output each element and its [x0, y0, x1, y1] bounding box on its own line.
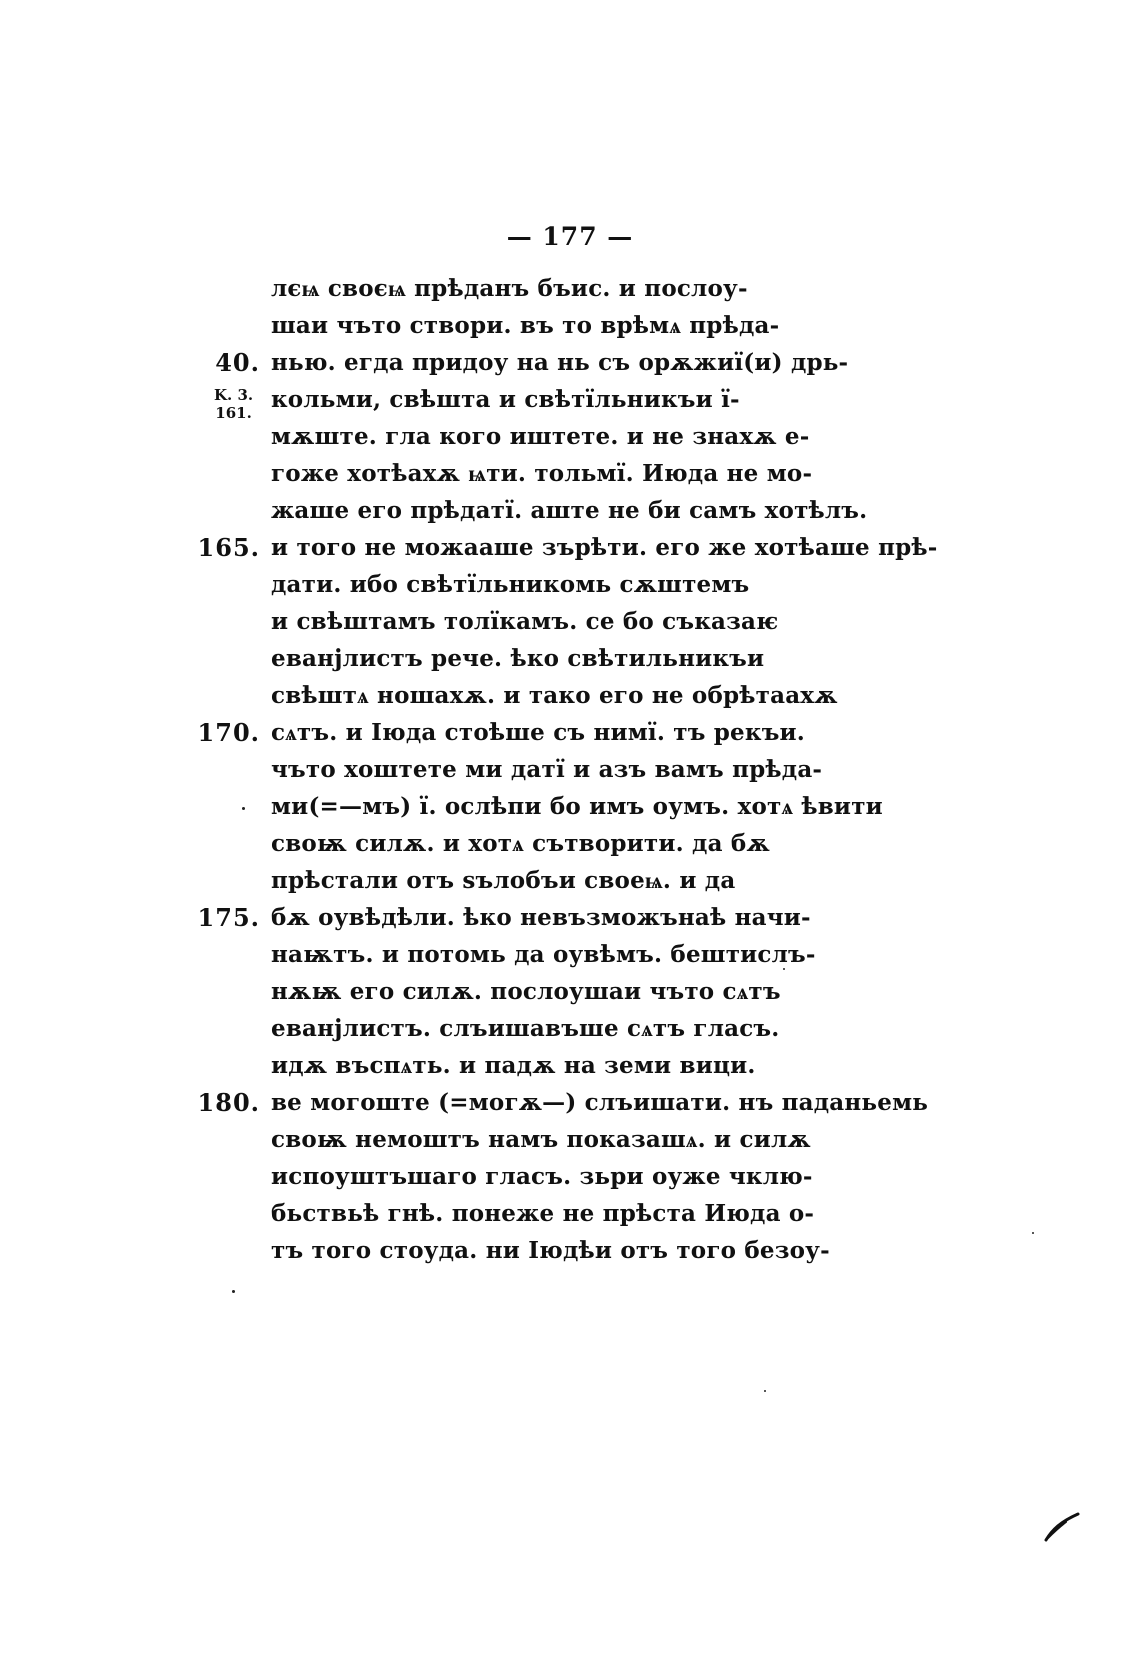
- text-line: [0, 492, 1140, 529]
- text-line: [0, 381, 1140, 418]
- line-text: бьствьѣ гнѣ. понеже не прѣста Июда о-: [271, 1200, 815, 1227]
- line-text: идѫ въспѧть. и падѫ на земи вици.: [271, 1052, 756, 1079]
- text-line: [0, 1121, 1140, 1158]
- line-text: тъ того стоуда. ни Іюдѣи отъ того безоу-: [271, 1237, 830, 1264]
- line-text: сѧтъ. и Іюда стоѣше съ нимї. тъ рекъи.: [271, 719, 806, 746]
- line-text: ми(=—мъ) ї. ослѣпи бо имъ оумъ. хотѧ ѣвити: [271, 793, 883, 820]
- line-number: 165.: [197, 533, 260, 562]
- text-line: [0, 455, 1140, 492]
- line-number: 170.: [197, 718, 260, 747]
- line-text: наѭтъ. и потомь да оувѣмъ. бештислъ-: [271, 941, 816, 968]
- ink-speck: [242, 807, 245, 810]
- text-line: [0, 751, 1140, 788]
- margin-note-line-1: K. 3.: [214, 386, 254, 404]
- ink-speck: [232, 1290, 235, 1293]
- line-text: кольми, свѣшта и свѣтїльникъи ї-: [271, 386, 740, 413]
- text-line: [0, 677, 1140, 714]
- line-text: чъто хоштете ми датї и азъ вамъ прѣда-: [271, 756, 823, 783]
- text-line: [0, 1010, 1140, 1047]
- ink-speck: [783, 968, 785, 970]
- line-number: 180.: [197, 1088, 260, 1117]
- text-line: [0, 270, 1140, 307]
- line-text: свѣштѧ ношахѫ. и тако его не обрѣтаахѫ: [271, 682, 838, 709]
- line-text: прѣстали отъ ѕълобъи своеѩ. и да: [271, 867, 736, 894]
- text-line: [0, 899, 1140, 936]
- margin-note-line-2: 161.: [215, 404, 252, 422]
- text-line: [0, 1232, 1140, 1269]
- line-text: бѫ оувѣдѣли. ѣко невъзможънаѣ начи-: [271, 904, 811, 931]
- text-line: [0, 862, 1140, 899]
- line-text: и того не можааше зърѣти. его же хотѣаше прѣ-: [271, 534, 938, 561]
- text-line: [0, 714, 1140, 751]
- line-text: жаше его прѣдатї. аште не би самъ хотѣлъ.: [271, 497, 868, 524]
- pen-stroke-mark: [1044, 1508, 1080, 1542]
- text-line: [0, 529, 1140, 566]
- line-text: мѫште. гла кого иштете. и не знахѫ е-: [271, 423, 810, 450]
- text-line: [0, 1195, 1140, 1232]
- text-line: [0, 418, 1140, 455]
- page-number: — 177 —: [506, 222, 634, 251]
- text-line: [0, 307, 1140, 344]
- ink-speck: [764, 1390, 766, 1392]
- text-block: [0, 270, 1140, 1269]
- text-line: [0, 788, 1140, 825]
- text-line: [0, 1084, 1140, 1121]
- line-text: шаи чъто створи. въ то врѣмѧ прѣда-: [271, 312, 780, 339]
- line-text: нью. егда придоу на нь съ орѫжиї(и) дрь-: [271, 349, 849, 376]
- line-text: и свѣштамъ толїкамъ. се бо съказаѥ: [271, 608, 779, 635]
- line-number: 175.: [197, 903, 260, 932]
- text-line: [0, 825, 1140, 862]
- line-text: лєѩ своєѩ прѣданъ бъис. и послоу-: [271, 275, 748, 302]
- line-text: своѭ немоштъ намъ показашѧ. и силѫ: [271, 1126, 811, 1153]
- line-text: испоуштъшаго гласъ. зьри оуже чклю-: [271, 1163, 813, 1190]
- text-line: [0, 566, 1140, 603]
- text-line: [0, 344, 1140, 381]
- text-line: [0, 973, 1140, 1010]
- text-line: [0, 936, 1140, 973]
- text-line: [0, 1047, 1140, 1084]
- line-text: еванјлистъ рече. ѣко свѣтильникъи: [271, 645, 765, 672]
- text-line: [0, 603, 1140, 640]
- line-text: дати. ибо свѣтїльникомь сѫштемъ: [271, 571, 750, 598]
- line-text: еванјлистъ. слъишавъше сѧтъ гласъ.: [271, 1015, 780, 1042]
- line-text: своѭ силѫ. и хотѧ сътворити. да бѫ: [271, 830, 770, 857]
- line-number: 40.: [215, 348, 260, 377]
- line-text: гоже хотѣахѫ ѩти. тольмї. Июда не мо-: [271, 460, 813, 487]
- text-line: [0, 640, 1140, 677]
- line-text: нѫѭ его силѫ. послоушаи чъто сѧтъ: [271, 978, 781, 1005]
- ink-speck: [1032, 1232, 1034, 1234]
- text-line: [0, 1158, 1140, 1195]
- line-text: ве могоште (=могѫ—) слъишати. нъ паданьемь: [271, 1089, 929, 1116]
